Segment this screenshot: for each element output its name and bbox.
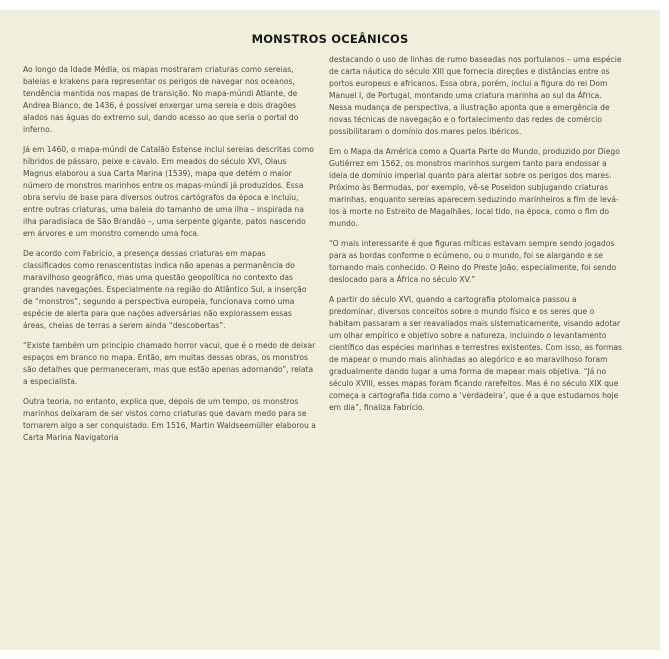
paragraph: Ao longo da Idade Média, os mapas mostraram criaturas como sereias, baleias e krakens para representar os perigos de navegar nos oceanos, tendência mantida nos mapas de transição. No mapa-múndi Atlante, de Andrea Bianco, de 1436, é possível enxergar uma sereia e dois dragões alados nas águas do extremo sul, dando acesso ao que seria o portal do inferno. — [23, 65, 299, 134]
right-column — [329, 54, 622, 452]
paragraph: Em o Mapa da América como a Quarta Parte do Mundo, produzido por Diego Gutiérrez em 1562, os monstros marinhos surgem tanto para endossar a ideia de domínio imperial quanto para alertar sobre os perigos dos mares. Próximo às Bermudas, por exemplo, vê-se Poseidon subjugando criaturas marinhas, enquanto sereias aparecem seduzindo marinheiros a fim de levá-los à morte no Estreito de Magalhães, local tido, na época, como o fim do mundo. — [329, 147, 620, 228]
paragraph: A partir do século XVI, quando a cartografia ptolomaica passou a predominar, diversos conceitos sobre o mundo físico e os seres que o habitam passaram a ser reavaliados mais sistematicamente, visando adotar um olhar empírico e objetivo sobre a natureza, incluindo o levantamento científico das espécies marinhas e terrestres existentes. Com isso, as formas de mapear o mundo mais alinhadas ao alegórico e ao maravilhoso foram gradualmente dando lugar a uma forma de mapear mais objetiva. “Já no século XVIII, esses mapas foram ficando rarefeitos. Mas é no século XIX que começa a cartografia tida como a ‘verdadeira’, que é a que estudamos hoje em dia”, finaliza Fabrício. — [329, 295, 622, 412]
paragraph: destacando o uso de linhas de rumo baseadas nos portulanos – uma espécie de carta náutica do século XIII que fornecia direções e distâncias entre os portos europeus e africanos. Essa obra, porém, inclui a figura do rei Dom Manuel I, de Portugal, montando uma criatura marinha ao sul da África. Nessa mudança de perspectiva, a ilustração aponta que a emergência de novas técnicas de navegação e o fortalecimento das redes de comércio possibilitaram o domínio dos mares pelos ibéricos. — [329, 55, 622, 136]
paragraph: Já em 1460, o mapa-múndi de Catalão Estense inclui sereias descritas como híbridos de pássaro, peixe e cavalo. Em meados do século XVI, Olaus Magnus elaborou a sua Carta Marina (1539), mapa que detém o maior número de monstros marinhos entre os mapas-múndi já produzidos. Essa obra serviu de base para diversos outros cartógrafos da época e incluiu, entre outras criaturas, uma baleia do tamanho de uma ilha – inspirada na ilha paradisíaca de São Brandão –, uma serpente gigante, patos nascendo em árvores e um monstro comendo uma foca. — [23, 145, 314, 238]
article-panel — [0, 10, 660, 650]
article-columns — [23, 55, 637, 452]
paragraph: “O mais interessante é que figuras míticas estavam sempre sendo jogados para as bordas conforme o ecúmeno, ou o mundo, foi se alargando e se tornando mais conhecido. O Reino do Preste João, especialmente, foi sendo deslocado para a África no século XV.” — [329, 239, 617, 284]
article-title: MONSTROS OCEÂNICOS — [251, 32, 409, 46]
paragraph: De acordo com Fabrício, a presença dessas criaturas em mapas classificados como renascentistas indica não apenas a permanência do maravilhoso geográfico, mas uma questão geopolítica no contexto das grandes navegações. Especialmente na região do Atlântico Sul, a inserção de “monstros”, segundo a perspectiva europeia, funcionava como uma espécie de alerta para que nações adversárias não explorassem essas áreas, cheias de terras a serem ainda “descobertas”. — [23, 249, 307, 330]
paragraph: “Existe também um princípio chamado horror vacui, que é o medo de deixar espaços em branco no mapa. Então, em muitas dessas obras, os monstros são detalhes que permaneceram, mas que estão apenas adornando”, relata a especialista. — [23, 341, 316, 386]
left-column — [23, 64, 316, 452]
paragraph: Outra teoria, no entanto, explica que, depois de um tempo, os monstros marinhos deixaram de ser vistos como criaturas que davam medo para se tornarem algo a ser conquistado. Em 1516, Martin Waldseemüller elaborou a Carta Marina Navigatoria — [23, 397, 316, 442]
